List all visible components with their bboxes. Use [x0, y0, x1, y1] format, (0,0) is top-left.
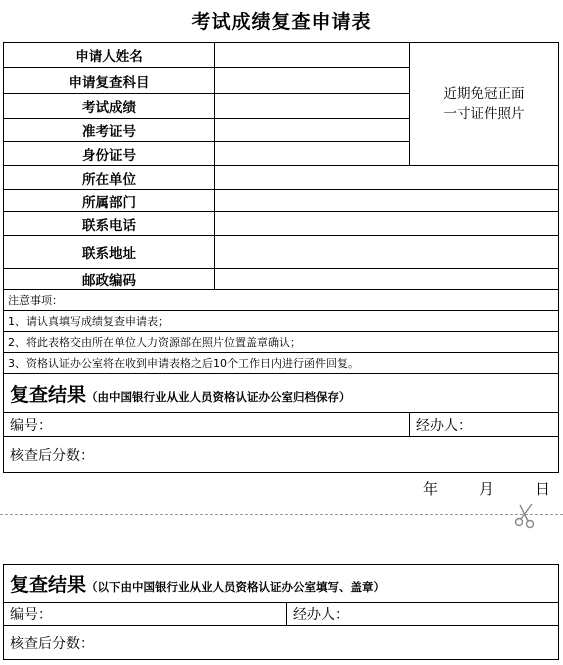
id-no-field[interactable] [215, 142, 410, 166]
scissors-icon [510, 500, 540, 530]
cut-line [0, 514, 563, 515]
date-line [0, 478, 563, 498]
review-result-header-1 [4, 374, 559, 413]
exam-score-field[interactable] [215, 94, 410, 119]
number-field-2[interactable]: 编号： [4, 603, 287, 626]
number-field-1[interactable]: 编号： [4, 413, 410, 437]
id-no-label: 身份证号 [4, 142, 215, 166]
applicant-name-label: 申请人姓名 [4, 43, 215, 68]
review-result-header-2 [4, 565, 559, 603]
review-result-title-1: 复查结果 [10, 383, 87, 406]
application-form-table [3, 42, 559, 473]
score-after-review-field-1[interactable]: 核查后分数： [4, 437, 559, 473]
work-unit-label: 所在单位 [4, 166, 215, 190]
photo-text-line2: 一寸证件照片 [443, 106, 525, 122]
work-unit-field[interactable] [215, 166, 559, 190]
date-year: 年 [423, 480, 439, 498]
review-result-title-2: 复查结果 [10, 574, 87, 596]
note-item-2: 2、将此表格交由所在单位人力资源部在照片位置盖章确认； [4, 332, 559, 353]
handler-field-1[interactable]: 经办人： [410, 413, 559, 437]
phone-field[interactable] [215, 212, 559, 236]
address-label: 联系地址 [4, 236, 215, 269]
notes-heading: 注意事项： [4, 290, 559, 311]
review-result-table-2 [3, 564, 559, 660]
date-month: 月 [479, 480, 495, 498]
photo-text-line1: 近期免冠正面 [443, 86, 525, 102]
date-day: 日 [535, 480, 551, 498]
note-item-3: 3、资格认证办公室将在收到申请表格之后10个工作日内进行函件回复。 [4, 353, 559, 374]
phone-label: 联系电话 [4, 212, 215, 236]
department-label: 所属部门 [4, 190, 215, 212]
review-result-subtitle-2: （以下由中国银行业从业人员资格认证办公室填写、盖章） [86, 580, 386, 594]
postcode-label: 邮政编码 [4, 269, 215, 290]
score-after-review-field-2[interactable]: 核查后分数： [4, 626, 559, 660]
review-result-subtitle-1: （由中国银行业从业人员资格认证办公室归档保存） [86, 389, 351, 404]
department-field[interactable] [215, 190, 559, 212]
note-item-1: 1、请认真填写成绩复查申请表； [4, 311, 559, 332]
handler-field-2[interactable]: 经办人： [287, 603, 559, 626]
review-subject-field[interactable] [215, 68, 410, 94]
admission-no-label: 准考证号 [4, 119, 215, 142]
photo-box [410, 43, 559, 166]
admission-no-field[interactable] [215, 119, 410, 142]
postcode-field[interactable] [215, 269, 559, 290]
form-title: 考试成绩复查申请表 [191, 11, 372, 33]
address-field[interactable] [215, 236, 559, 269]
exam-score-label: 考试成绩 [4, 94, 215, 119]
review-subject-label: 申请复查科目 [4, 68, 215, 94]
applicant-name-field[interactable] [215, 43, 410, 68]
